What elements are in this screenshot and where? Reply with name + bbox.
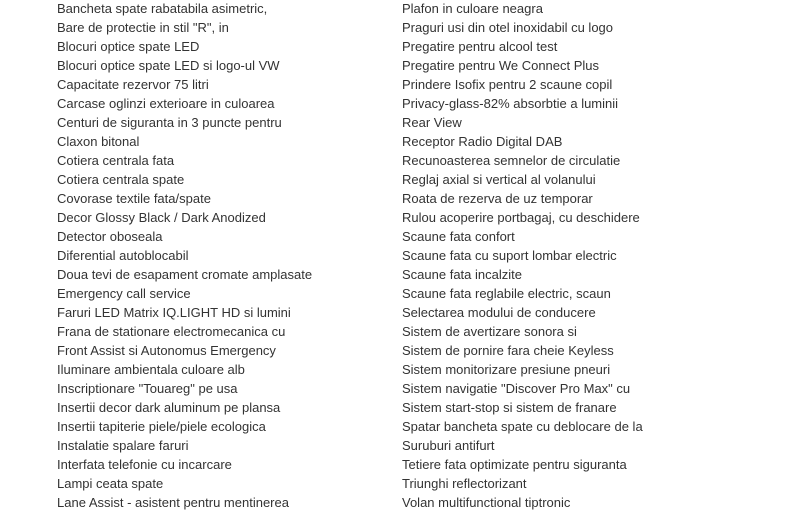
feature-item: Recunoasterea semnelor de circulatie xyxy=(402,153,621,168)
feature-item: Volan multifunctional tiptronic xyxy=(402,495,571,510)
feature-item: Triunghi reflectorizant xyxy=(402,476,527,491)
feature-item: Detector oboseala xyxy=(57,229,163,244)
features-column-left xyxy=(57,0,312,512)
feature-item: Rear View xyxy=(402,115,462,130)
feature-item: Sistem de avertizare sonora si xyxy=(402,324,577,339)
features-column-right xyxy=(402,0,643,512)
feature-item: Cotiera centrala spate xyxy=(57,172,185,187)
feature-item: Scaune fata incalzite xyxy=(402,267,522,282)
feature-item: Emergency call service xyxy=(57,286,191,301)
feature-item: Covorase textile fata/spate xyxy=(57,191,211,206)
feature-item: Iluminare ambientala culoare alb xyxy=(57,362,245,377)
feature-item: Receptor Radio Digital DAB xyxy=(402,134,563,149)
feature-item: Pregatire pentru alcool test xyxy=(402,39,558,54)
feature-item: Scaune fata reglabile electric, scaun xyxy=(402,286,611,301)
feature-item: Doua tevi de esapament cromate amplasate xyxy=(57,267,313,282)
feature-item: Front Assist si Autonomus Emergency xyxy=(57,343,276,358)
feature-item: Blocuri optice spate LED si logo-ul VW xyxy=(57,58,280,73)
feature-item: Claxon bitonal xyxy=(57,134,140,149)
feature-item: Instalatie spalare faruri xyxy=(57,438,189,453)
feature-item: Bancheta spate rabatabila asimetric, xyxy=(57,1,268,16)
feature-item: Spatar bancheta spate cu deblocare de la xyxy=(402,419,643,434)
feature-item: Scaune fata cu suport lombar electric xyxy=(402,248,617,263)
feature-item: Capacitate rezervor 75 litri xyxy=(57,77,209,92)
feature-item: Roata de rezerva de uz temporar xyxy=(402,191,593,206)
feature-item: Suruburi antifurt xyxy=(402,438,495,453)
feature-item: Rulou acoperire portbagaj, cu deschidere xyxy=(402,210,640,225)
feature-item: Reglaj axial si vertical al volanului xyxy=(402,172,596,187)
feature-item: Sistem monitorizare presiune pneuri xyxy=(402,362,611,377)
feature-item: Carcase oglinzi exterioare in culoarea xyxy=(57,96,275,111)
feature-item: Sistem start-stop si sistem de franare xyxy=(402,400,617,415)
feature-item: Sistem de pornire fara cheie Keyless xyxy=(402,343,614,358)
feature-item: Selectarea modului de conducere xyxy=(402,305,596,320)
feature-item: Praguri usi din otel inoxidabil cu logo xyxy=(402,20,614,35)
feature-item: Prindere Isofix pentru 2 scaune copil xyxy=(402,77,613,92)
feature-item: Privacy-glass-82% absorbtie a luminii xyxy=(402,96,619,111)
feature-item: Cotiera centrala fata xyxy=(57,153,175,168)
feature-item: Lampi ceata spate xyxy=(57,476,164,491)
feature-item: Blocuri optice spate LED xyxy=(57,39,200,54)
feature-item: Insertii tapiterie piele/piele ecologica xyxy=(57,419,266,434)
feature-item: Pregatire pentru We Connect Plus xyxy=(402,58,600,73)
feature-item: Insertii decor dark aluminum pe plansa xyxy=(57,400,281,415)
feature-item: Scaune fata confort xyxy=(402,229,515,244)
feature-item: Tetiere fata optimizate pentru siguranta xyxy=(402,457,627,472)
feature-item: Faruri LED Matrix IQ.LIGHT HD si lumini xyxy=(57,305,291,320)
feature-item: Interfata telefonie cu incarcare xyxy=(57,457,232,472)
feature-item: Decor Glossy Black / Dark Anodized xyxy=(57,210,266,225)
feature-item: Plafon in culoare neagra xyxy=(402,1,543,16)
feature-item: Frana de stationare electromecanica cu xyxy=(57,324,286,339)
feature-item: Bare de protectie in stil "R", in xyxy=(57,20,229,35)
feature-item: Diferential autoblocabil xyxy=(57,248,189,263)
feature-item: Centuri de siguranta in 3 puncte pentru xyxy=(57,115,282,130)
feature-item: Inscriptionare "Touareg" pe usa xyxy=(57,381,238,396)
feature-item: Sistem navigatie "Discover Pro Max" cu xyxy=(402,381,631,396)
feature-item: Lane Assist - asistent pentru mentinerea xyxy=(57,495,289,510)
